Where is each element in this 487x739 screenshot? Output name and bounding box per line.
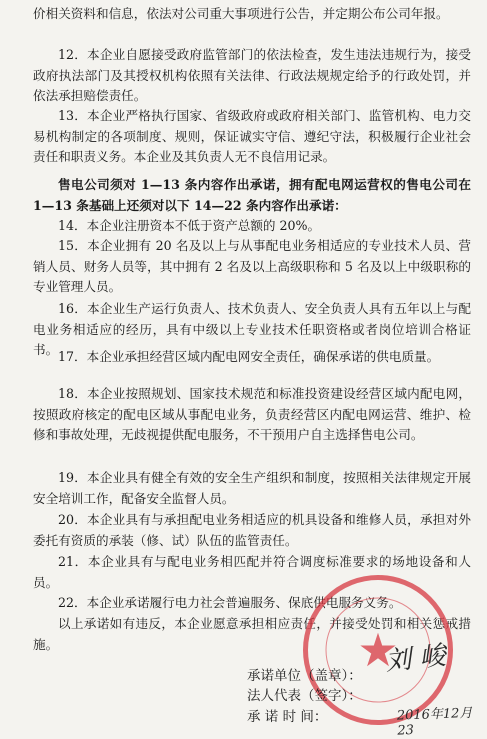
paragraph-closing: 以上承诺如有违反，本企业愿意承担相应责任，并接受处罚和相关惩戒措施。 bbox=[33, 616, 471, 652]
date-label: 承 诺 时 间： bbox=[247, 709, 328, 725]
paragraph-14: 14．本企业注册资本不低于资产总额的 20%。 bbox=[58, 218, 321, 233]
paragraph-18: 18．本企业按照规划、国家技术规范和标准投资建设经营区域内配电网，按照政府核定的配电区域从事配电业务，负责经营区内配电网运营、维护、检修和事故处理，无歧视提供配电服务，不干预用户自主选择售电公司。 bbox=[33, 386, 471, 442]
paragraph-16: 16．本企业生产运行负责人、技术负责人、安全负责人具有五年以上与配电业务相适应的经历，具有中级以上专业技术任职资格或者岗位培训合格证书。 bbox=[33, 301, 471, 357]
paragraph-22: 22．本企业承诺履行电力社会普遍服务、保底供电服务义务。 bbox=[58, 595, 402, 610]
handwritten-date: 2016年12月23 bbox=[396, 705, 473, 739]
paragraph-19: 19．本企业具有健全有效的安全生产组织和制度，按照相关法律规定开展安全培训工作，配备安全监督人员。 bbox=[33, 470, 471, 506]
paragraph-15: 15．本企业拥有 20 名及以上与从事配电业务相适应的专业技术人员、营销人员、财务人员等，其中拥有 2 名及以上高级职称和 5 名及以上中级职称的专业管理人员。 bbox=[33, 238, 471, 294]
unit-label: 承诺单位（盖章）： bbox=[247, 668, 362, 684]
paragraph-commitment-heading: 售电公司须对 1—13 条内容作出承诺，拥有配电网运营权的售电公司在 1—13 条基础上还须对以下 14—22 条内容作出承诺： bbox=[33, 177, 471, 213]
paragraph-continuation: 价相关资料和信息，依法对公司重大事项进行公告，并定期公布公司年报。 bbox=[33, 6, 449, 21]
paragraph-20: 20．本企业具有与承担配电业务相适应的机具设备和维修人员，承担对外委托有资质的承装（修、试）队伍的监管责任。 bbox=[33, 512, 471, 548]
seal-star-icon: ★ bbox=[357, 623, 399, 677]
paragraph-13: 13．本企业严格执行国家、省级政府或政府相关部门、监管机构、电力交易机构制定的各项制度、规则，保证诚实守信、遵纪守法，积极履行企业社会责任和职责义务。本企业及其负责人无不良信用记录。 bbox=[33, 108, 471, 164]
paragraph-12: 12．本企业自愿接受政府监管部门的依法检查，发生违法违规行为，接受政府执法部门及其授权机构依照有关法律、行政法规规定给予的行政处罚，并依法承担赔偿责任。 bbox=[33, 47, 471, 103]
paragraph-17: 17．本企业承担经营区域内配电网安全责任，确保承诺的供电质量。 bbox=[58, 349, 440, 364]
paragraph-21: 21．本企业具有与配电业务相匹配并符合调度标准要求的场地设备和人员。 bbox=[33, 554, 471, 590]
legal-rep-label: 法人代表（签字）： bbox=[247, 688, 362, 704]
handwritten-signature: 刘 峻 bbox=[383, 640, 447, 678]
